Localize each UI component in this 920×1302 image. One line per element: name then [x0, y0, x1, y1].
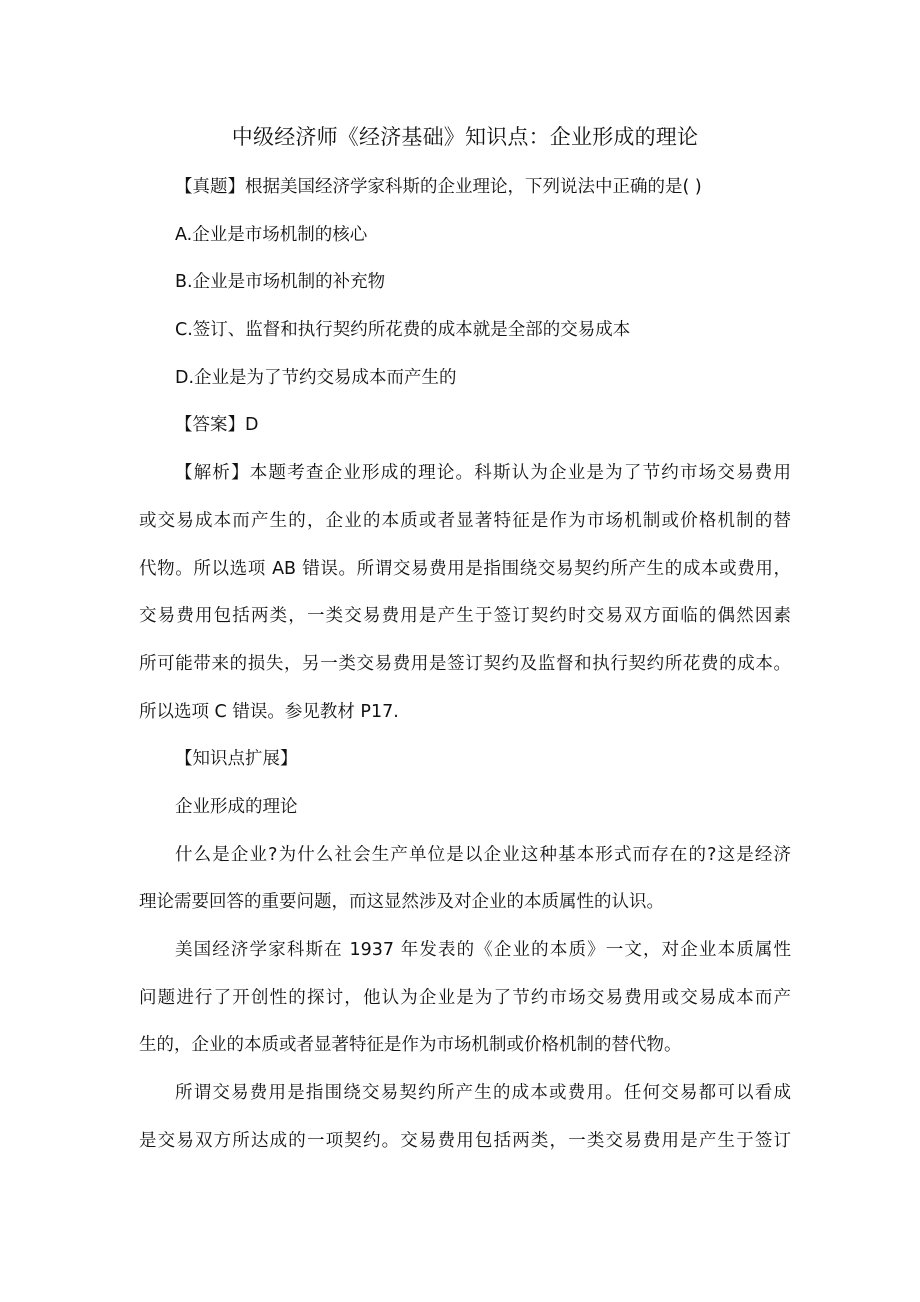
section-title: 企业形成的理论	[175, 796, 298, 817]
question-stem: 【真题】根据美国经济学家科斯的企业理论，下列说法中正确的是( )	[175, 177, 702, 197]
paragraph-line: 什么是企业?为什么社会生产单位是以企业这种基本形式而存在的?这是经济	[175, 844, 791, 865]
paragraph-3	[139, 1070, 791, 1165]
option-a: A.企业是市场机制的核心	[175, 224, 368, 245]
paragraph-line: 所谓交易费用是指围绕交易契约所产生的成本或费用。任何交易都可以看成	[175, 1083, 791, 1104]
document-page	[139, 118, 791, 1165]
analysis-line: 或交易成本而产生的，企业的本质或者显著特征是作为市场机制或价格机制的替	[139, 510, 791, 531]
analysis-paragraph	[139, 450, 791, 736]
paragraph-line: 生的，企业的本质或者显著特征是作为市场机制或价格机制的替代物。	[139, 1035, 682, 1056]
analysis-line: 所以选项 C 错误。参见教材 P17.	[139, 701, 399, 722]
analysis-line: 交易费用包括两类，一类交易费用是产生于签订契约时交易双方面临的偶然因素	[139, 606, 791, 627]
extension-heading: 【知识点扩展】	[175, 749, 298, 770]
paragraph-line: 理论需要回答的重要问题，而这显然涉及对企业的本质属性的认识。	[139, 892, 664, 913]
paragraph-line: 问题进行了开创性的探讨，他认为企业是为了节约市场交易费用或交易成本而产	[139, 987, 791, 1008]
paragraph-line: 是交易双方所达成的一项契约。交易费用包括两类，一类交易费用是产生于签订	[139, 1130, 791, 1151]
paragraph-2	[139, 927, 791, 1070]
document-title: 中级经济师《经济基础》知识点：企业形成的理论	[231, 125, 699, 149]
answer-line: 【答案】D	[175, 415, 259, 436]
paragraph-1	[139, 832, 791, 927]
analysis-line: 代物。所以选项 AB 错误。所谓交易费用是指围绕交易契约所产生的成本或费用，	[139, 558, 791, 579]
option-c: C.签订、监督和执行契约所花费的成本就是全部的交易成本	[175, 320, 631, 341]
option-b: B.企业是市场机制的补充物	[175, 272, 386, 293]
paragraph-line: 美国经济学家科斯在 1937 年发表的《企业的本质》一文，对企业本质属性	[175, 940, 791, 960]
analysis-line: 所可能带来的损失，另一类交易费用是签订契约及监督和执行契约所花费的成本。	[139, 653, 791, 674]
analysis-line: 【解析】本题考查企业形成的理论。科斯认为企业是为了节约市场交易费用	[175, 463, 791, 484]
option-d: D.企业是为了节约交易成本而产生的	[175, 367, 457, 388]
